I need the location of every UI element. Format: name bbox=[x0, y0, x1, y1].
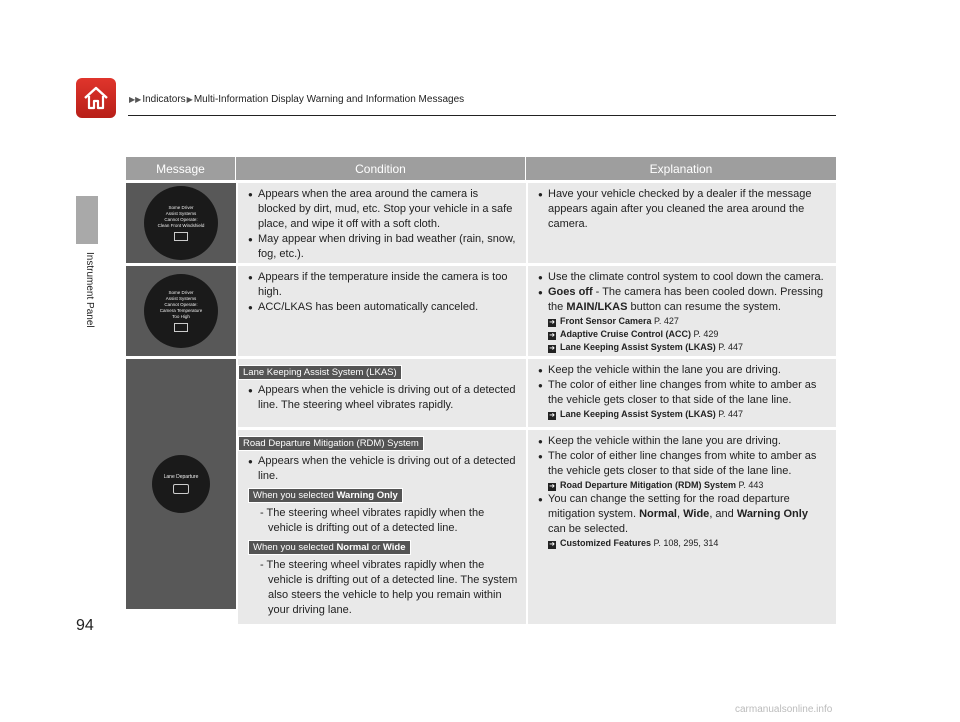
reference-arrow-icon: ➜ bbox=[549, 541, 555, 548]
page-reference[interactable]: ➜ Adaptive Cruise Control (ACC) P. 429 bbox=[549, 329, 719, 339]
side-label: Instrument Panel bbox=[84, 252, 95, 328]
message-image bbox=[126, 266, 236, 356]
header-rule bbox=[128, 115, 836, 116]
header-message: Message bbox=[126, 157, 236, 180]
lkas-subrow bbox=[238, 359, 836, 427]
lane-departure-icon bbox=[173, 484, 189, 494]
explanation-cell: ● Use the climate control system to cool down the camera. ● Goes off - The camera has been cooled down. Pressing the MAIN/LKAS button can resume the system. ➜ Front Sensor Camera P. 427 ➜ Adaptive Cruise Control (ACC) P. 429 ➜ Lane Keeping Assist System (LKAS) P. 447 bbox=[528, 266, 836, 356]
warning-only-tag: When you selected Warning Only bbox=[248, 488, 403, 503]
rdm-tag: Road Departure Mitigation (RDM) System bbox=[238, 436, 424, 451]
explanation-cell: ● Have your vehicle checked by a dealer if the message appears again after you cleaned the area around the camera. bbox=[528, 183, 836, 263]
condition-cell: ● Appears if the temperature inside the camera is too high. ● ACC/LKAS has been automatically canceled. bbox=[238, 266, 526, 356]
breadcrumb-arrow-icon: ▶ bbox=[186, 95, 193, 104]
condition-cell: Lane Keeping Assist System (LKAS) ● Appears when the vehicle is driving out of a detected line. The steering wheel vibrates rapidly. bbox=[238, 359, 526, 427]
page-reference[interactable]: ➜ Lane Keeping Assist System (LKAS) P. 447 bbox=[549, 342, 744, 352]
camera-icon bbox=[174, 232, 188, 241]
page-number: 94 bbox=[76, 617, 94, 634]
home-icon bbox=[82, 84, 110, 112]
table-row bbox=[126, 359, 836, 616]
table-row bbox=[126, 266, 836, 356]
display-dial: Lane Departure bbox=[152, 455, 210, 513]
header-explanation: Explanation bbox=[649, 161, 713, 176]
reference-arrow-icon: ➜ bbox=[549, 319, 555, 326]
condition-cell: ● Appears when the area around the camera is blocked by dirt, mud, etc. Stop your vehicle in a safe place, and wipe it off with a soft cloth. ● May appear when driving in bad weather (rain, snow, fog, etc.). bbox=[238, 183, 526, 263]
message-image bbox=[126, 359, 236, 609]
table-row bbox=[126, 183, 836, 263]
reference-arrow-icon: ➜ bbox=[549, 412, 555, 419]
breadcrumb-arrow-icon: ▶▶ bbox=[129, 95, 142, 104]
explanation-cell: ● Keep the vehicle within the lane you are driving. ● The color of either line changes from white to amber as the vehicle gets closer to that side of the lane line. ➜ Lane Keeping Assist System (LKAS) P. 447 bbox=[528, 359, 836, 427]
explanation-cell: ● Keep the vehicle within the lane you are driving. ● The color of either line changes from white to amber as the vehicle gets closer to that side of the lane line. ➜ Road Departure Mitigation (RDM) System P. 443 ● You can change the setting for the road departure mitigation system. Normal, Wide, and Warning Only can be selected. ➜ Customized Features P. 108, 295, 314 bbox=[528, 430, 836, 624]
reference-arrow-icon: ➜ bbox=[549, 345, 555, 352]
side-tab bbox=[76, 196, 98, 244]
display-dial: Some Driver Assist Systems Cannot Operate: Clean Front Windshield bbox=[144, 186, 218, 260]
home-button[interactable] bbox=[76, 78, 116, 118]
message-image bbox=[126, 183, 236, 263]
sub-rows bbox=[238, 359, 836, 616]
breadcrumb-item-indicators[interactable]: Indicators bbox=[142, 94, 186, 105]
breadcrumb bbox=[128, 94, 464, 105]
camera-icon bbox=[174, 323, 188, 332]
page-reference[interactable]: ➜ Customized Features P. 108, 295, 314 bbox=[549, 538, 719, 548]
watermark: carmanualsonline.info bbox=[735, 704, 833, 715]
rdm-subrow bbox=[238, 430, 836, 624]
display-dial: Some Driver Assist Systems Cannot Operate: Camera Temperature Too High bbox=[144, 274, 218, 348]
normal-wide-tag: When you selected Normal or Wide bbox=[248, 540, 411, 555]
lkas-tag: Lane Keeping Assist System (LKAS) bbox=[238, 365, 402, 380]
page-reference[interactable]: ➜ Road Departure Mitigation (RDM) System P. 443 bbox=[549, 480, 764, 490]
page-reference[interactable]: ➜ Front Sensor Camera P. 427 bbox=[549, 316, 679, 326]
condition-cell: Road Departure Mitigation (RDM) System ● Appears when the vehicle is driving out of a detected line. When you selected Warning Only - The steering wheel vibrates rapidly when the vehicle is drifting out of a detected line. When you selected Normal or Wide - The steering wheel vibrates rapidly when the vehicle is drifting out of a detected line. The system also steers the vehicle to help you remain within your driving lane. bbox=[238, 430, 526, 624]
table-header bbox=[126, 157, 836, 180]
reference-arrow-icon: ➜ bbox=[549, 483, 555, 490]
header-condition: Condition bbox=[236, 157, 526, 180]
page-reference[interactable]: ➜ Lane Keeping Assist System (LKAS) P. 447 bbox=[549, 409, 744, 419]
messages-table bbox=[126, 157, 836, 616]
breadcrumb-item-current: Multi-Information Display Warning and Information Messages bbox=[193, 94, 465, 105]
reference-arrow-icon: ➜ bbox=[549, 332, 555, 339]
